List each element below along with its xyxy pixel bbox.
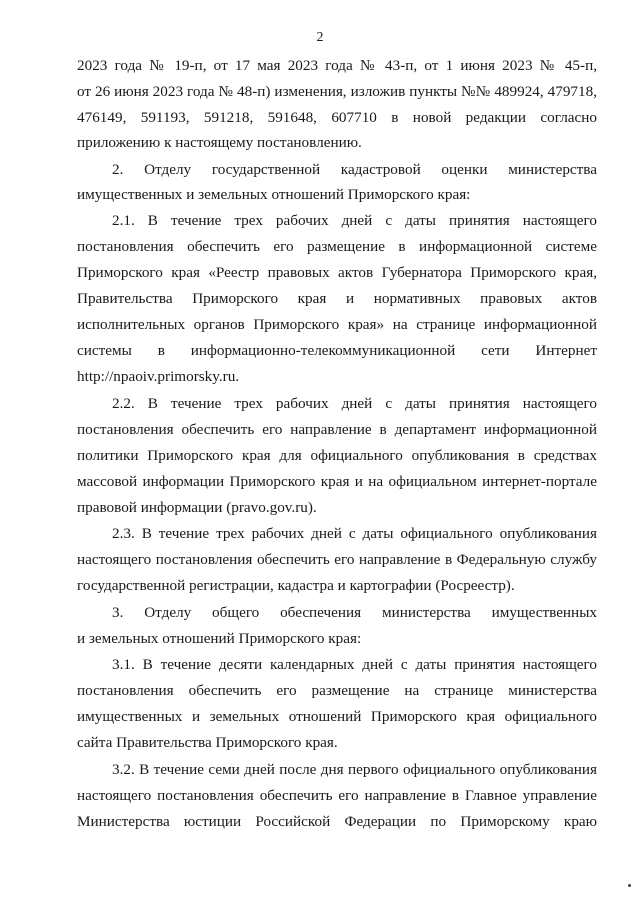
text-line: сайта Правительства Приморского края. xyxy=(77,734,338,751)
text-line: правовой информации (pravo.gov.ru). xyxy=(77,499,317,516)
text-line: 2.1. В течение трех рабочих дней с даты принятия настоящего xyxy=(112,212,597,229)
text-line: настоящего постановления обеспечить его направление в Федеральную службу xyxy=(77,551,597,568)
text-line: постановления обеспечить его размещение на странице министерства xyxy=(77,682,597,699)
page-number: 2 xyxy=(316,30,324,45)
text-line: Министерства юстиции Российской Федерации по Приморскому краю xyxy=(77,813,597,830)
text-line: и земельных отношений Приморского края: xyxy=(77,630,362,647)
text-line: 2.2. В течение трех рабочих дней с даты принятия настоящего xyxy=(112,395,597,412)
scan-speck xyxy=(628,884,631,887)
text-line: 3.2. В течение семи дней после дня первого официального опубликования xyxy=(112,761,597,778)
text-line: 2023 года № 19-п, от 17 мая 2023 года № 43-п, от 1 июня 2023 № 45-п, xyxy=(77,57,597,74)
text-line: 2.3. В течение трех рабочих дней с даты официального опубликования xyxy=(112,525,597,542)
text-line: постановления обеспечить его направление в департамент информационной xyxy=(77,421,597,438)
text-line: постановления обеспечить его размещение в информационной системе xyxy=(77,238,597,255)
text-line: от 26 июня 2023 года № 48-п) изменения, изложив пункты №№ 489924, 479718, xyxy=(77,83,597,100)
text-line: Приморского края «Реестр правовых актов Губернатора Приморского края, xyxy=(77,264,597,281)
text-line: приложению к настоящему постановлению. xyxy=(77,134,362,151)
text-line: http://npaoiv.primorsky.ru. xyxy=(77,368,240,385)
text-line: имущественных и земельных отношений Приморского края: xyxy=(77,186,471,203)
text-line: имущественных и земельных отношений Приморского края официального xyxy=(77,708,597,725)
text-line: настоящего постановления обеспечить его направление в Главное управление xyxy=(77,787,597,804)
text-line: 476149, 591193, 591218, 591648, 607710 в новой редакции согласно xyxy=(77,109,597,126)
text-line: массовой информации Приморского края и на официальном интернет-портале xyxy=(77,473,597,490)
text-line: государственной регистрации, кадастра и картографии (Росреестр). xyxy=(77,577,515,594)
text-line: 3.1. В течение десяти календарных дней с даты принятия настоящего xyxy=(112,656,597,673)
text-line: системы в информационно-телекоммуникационной сети Интернет xyxy=(77,342,597,359)
text-line: 2. Отделу государственной кадастровой оценки министерства xyxy=(112,161,597,178)
text-line: 3. Отделу общего обеспечения министерства имущественных xyxy=(112,604,597,621)
text-line: политики Приморского края для официального опубликования в средствах xyxy=(77,447,597,464)
text-line: Правительства Приморского края и нормативных правовых актов xyxy=(77,290,597,307)
text-line: исполнительных органов Приморского края» на странице информационной xyxy=(77,316,597,333)
